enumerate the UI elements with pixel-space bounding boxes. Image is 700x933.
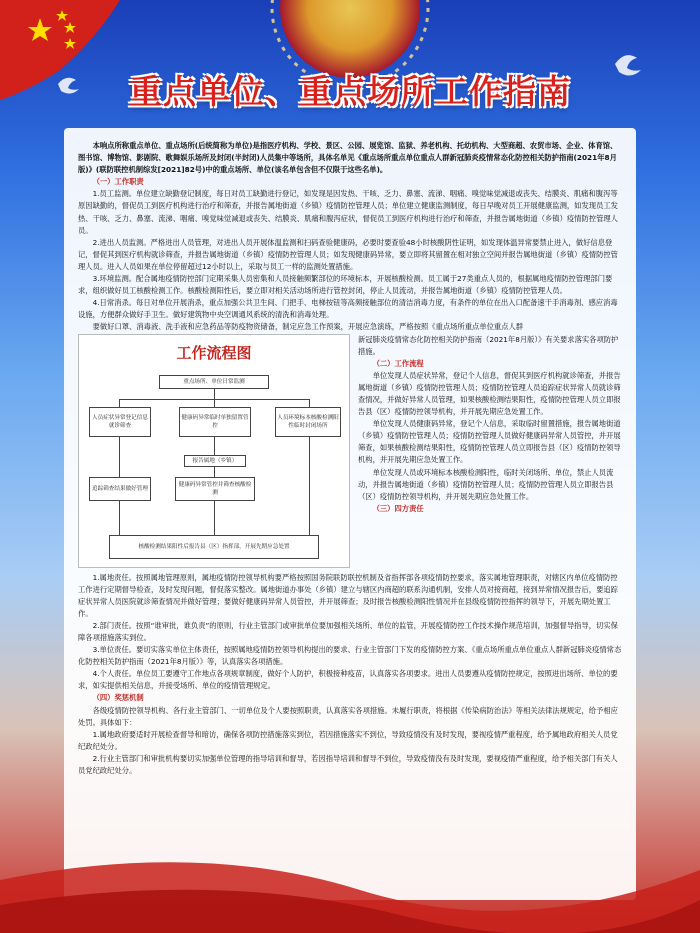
flow-box-report: 报告属地（乡镇） bbox=[184, 455, 246, 467]
paragraph: 新冠肺炎疫情常态化防控相关防护指南（2021年8月版）》有关要求落实各项防护措施。 bbox=[358, 334, 619, 356]
right-column bbox=[358, 334, 622, 515]
paragraph: 2.进出人员监测。严格进出人员管理，对进出人员开展体温监测和扫码查验健康码，必要时要查验48小时核酸阴性证明，如发现体温异常要禁止进入，做好信息登记，督促其到医疗机构就诊筛查，并报告属地街道（乡镇）疫情防控管理人员；如发现健康码异常，要立即将其留置在相对独立空间并报告属地街道（乡镇）疫情防控管理人员。进入人员如果在单位停留超过12小时以上，采取与员工一样的监测处置措施。 bbox=[78, 237, 618, 271]
paragraph: 4.日常消杀。每日对单位开展消杀，重点加强公共卫生间、门把手、电梯按钮等高频接触部位的清洁消毒力度，有条件的单位在出入口配备速干手消毒剂、感应消毒设施，方便群众做好手卫生。做好建筑物中央空调通风系统的清洗和消毒处理。 bbox=[78, 298, 618, 320]
paragraph: 2.部门责任。按照“谁审批，谁负责”的原则，行业主管部门或审批单位要加强相关场所、单位的监管，开展疫情防控工作技术操作规范培训，加强督导指导，切实保障各项措施落实到位。 bbox=[78, 620, 618, 642]
flow-box-positive: 人员环境标本核酸检测阳性临时封闭场所 bbox=[275, 407, 341, 437]
paragraph: 单位发现人员症状异常，登记个人信息，督促其到医疗机构就诊筛查，并报告属地街道（乡镇）疫情防控管理人员；疫情防控管理人员追踪症状异常人员就诊筛查情况，并做好异常人员管理，如果核酸检测结果阳性，疫情防控管理人员立即报告县（区）疫情防控领导机构，并开展先期应急处置工作。 bbox=[358, 370, 621, 417]
paragraph: 3.环境监测。配合属地疫情防控部门定期采集人员密集和人员接触频繁部位的环境标本，开展核酸检测。员工属于27类重点人员的，根据属地疫情防控管理部门要求，组织做好员工核酸检测工作。核酸检测阳性后，要立即对相关活动场所进行管控封闭，停止人员流动，并报告属地街道（乡镇）疫情防控管理人员。 bbox=[78, 274, 613, 296]
section-1-title: （一）工作职责 bbox=[92, 177, 144, 187]
flow-box-symptom: 人员症状异常登记信息就诊筛查 bbox=[89, 407, 151, 437]
paragraph: 1.属地政府要适时开展检查督导和暗访，确保各项防控措施落实到位，若因措施落实不到位，导致疫情没有及时发现，要视疫情严重程度，给予属地政府相关人员党纪政纪处分。 bbox=[78, 729, 618, 751]
flow-box-top: 重点场所、单位日常监测 bbox=[159, 375, 269, 389]
intro-paragraph: 本响点所称重点单位、重点场所(后统简称为单位)是指医疗机构、学校、景区、公园、展览馆、监狱、养老机构、托幼机构、大型商超、农贸市场、企业、体育馆、图书馆、博物馆、影剧院、歌舞娱乐场所及封闭(半封闭)人员集中等场所，具体名单见《重点场所重点单位重点人群新冠肺炎疫情常态化防控相关防护指南(2021年8月版)》(联防联控机制综发[2021]82号)中的重点场所、单位(该名单包含但不仅限于这些名单)。 bbox=[78, 141, 618, 175]
paragraph: 单位发现人员健康码异常，登记个人信息，采取临时留置措施，报告属地街道（乡镇）疫情防控管理人员；疫情防控管理人员做好健康码异常人员管控，并开展筛查，如果核酸检测结果阳性，疫情防控管理人员立即报告县（区）疫情防控领导机构，并开展先期应急处置工作。 bbox=[358, 419, 621, 465]
section-3-title: （三）四方责任 bbox=[372, 503, 424, 513]
paragraph: 单位发现人员或环境标本核酸检测阳性，临时关闭场所、单位，禁止人员流动，并报告属地街道（乡镇）疫情防控管理人员；疫情防控管理人员立即报告县（区）疫情防控领导机构，并开展先期应急处置工作。 bbox=[358, 467, 614, 501]
paragraph: 4.个人责任。单位员工要遵守工作地点各项规章制度，做好个人防护，积极接种疫苗，认真落实各项要求。进出人员要遵从疫情防控规定，按照进出场所、单位的要求，如实提供相关信息，并接受场所、单位的疫情管理规定。 bbox=[78, 669, 618, 691]
page-title: 重点单位、重点场所工作指南 bbox=[129, 72, 571, 111]
paragraph: 1.属地责任。按照属地管理原则，属地疫情防控领导机构要严格按照国务院联防联控机制及省指挥部各项疫情防控要求，落实属地管理职责，对辖区内单位疫情防控工作进行定期督导检查，及时发现问题，督促落实整改。属地街道办事处（乡镇）建立与辖区内商超的联系沟通机制，安排人员对接商超，接到异常情况报告后，要追踪症状异常人员医院就诊筛查情况并做好管理；要做好健康码异常人员管控，并开展筛查；及时报告核酸检测阳性情况并在县级疫情防控指挥的领导下，开展先期处置工作。 bbox=[78, 572, 618, 618]
flowchart bbox=[78, 334, 350, 568]
paragraph: 要做好口罩、消毒液、洗手液和应急药品等防疫物资储备，制定应急工作预案，开展应急演练，严格按照《重点场所重点单位重点人群 bbox=[92, 322, 524, 332]
content bbox=[78, 140, 622, 777]
section-4-title: （四）奖惩机制 bbox=[92, 693, 144, 703]
paragraph: 各级疫情防控领导机构、各行业主管部门、一切单位及个人要按照职责，认真落实各项措施。未履行职责，将根据《传染病防治法》等相关法律法规规定，给予相应处罚。具体如下： bbox=[78, 705, 618, 727]
footer-decoration bbox=[0, 820, 700, 933]
paragraph: 3.单位责任。要切实落实单位主体责任，按照属地疫情防控领导机构提出的要求、行业主管部门下发的疫情防控方案、《重点场所重点单位重点人群新冠肺炎疫情常态化防控相关防护指南（2021年8月版）》等，认真落实各项措施。 bbox=[78, 645, 622, 667]
flowchart-title: 工作流程图 bbox=[176, 343, 252, 362]
paragraph: 2.行业主管部门和审批机构要切实加强单位管理的指导培训和督导，若因指导培训和督导不到位，导致疫情没有及时发现，要视疫情严重程度，给予相关部门有关人员党纪政纪处分。 bbox=[78, 753, 618, 775]
flow-box-health-code: 健康码异常临时单独留置管控 bbox=[179, 407, 251, 437]
section-2-title: （二）工作流程 bbox=[372, 358, 424, 368]
flow-box-screening: 健康码异常管控并筛查核酸检测 bbox=[175, 477, 255, 501]
flow-box-tracking: 追踪筛查结果做好管理 bbox=[89, 477, 151, 501]
two-column-area bbox=[78, 334, 622, 572]
paragraph: 1.员工监测。单位建立缺勤登记制度，每日对员工缺勤进行登记，如发现是因发热、干咳、乏力、鼻塞、流涕、咽痛、嗅觉味觉减退或丧失、结膜炎、肌痛和腹泻等原因缺勤的，督促员工到医疗机构进行治疗和筛查，并报告属地街道（乡镇）疫情防控管理人员；单位建立健康监测制度，每日早晚对员工开展健康监测，如发现员工发热、干咳、乏力、鼻塞、流涕、咽痛、嗅觉味觉减退或丧失、结膜炎、肌痛和腹泻症状，督促员工到医疗机构进行治疗和筛查，并报告属地街道（乡镇）疫情防控管理人员。 bbox=[78, 189, 618, 235]
flow-box-bottom: 核酸检测结果阳性后报告县（区）指挥部，开展先期应急处置 bbox=[109, 535, 319, 559]
